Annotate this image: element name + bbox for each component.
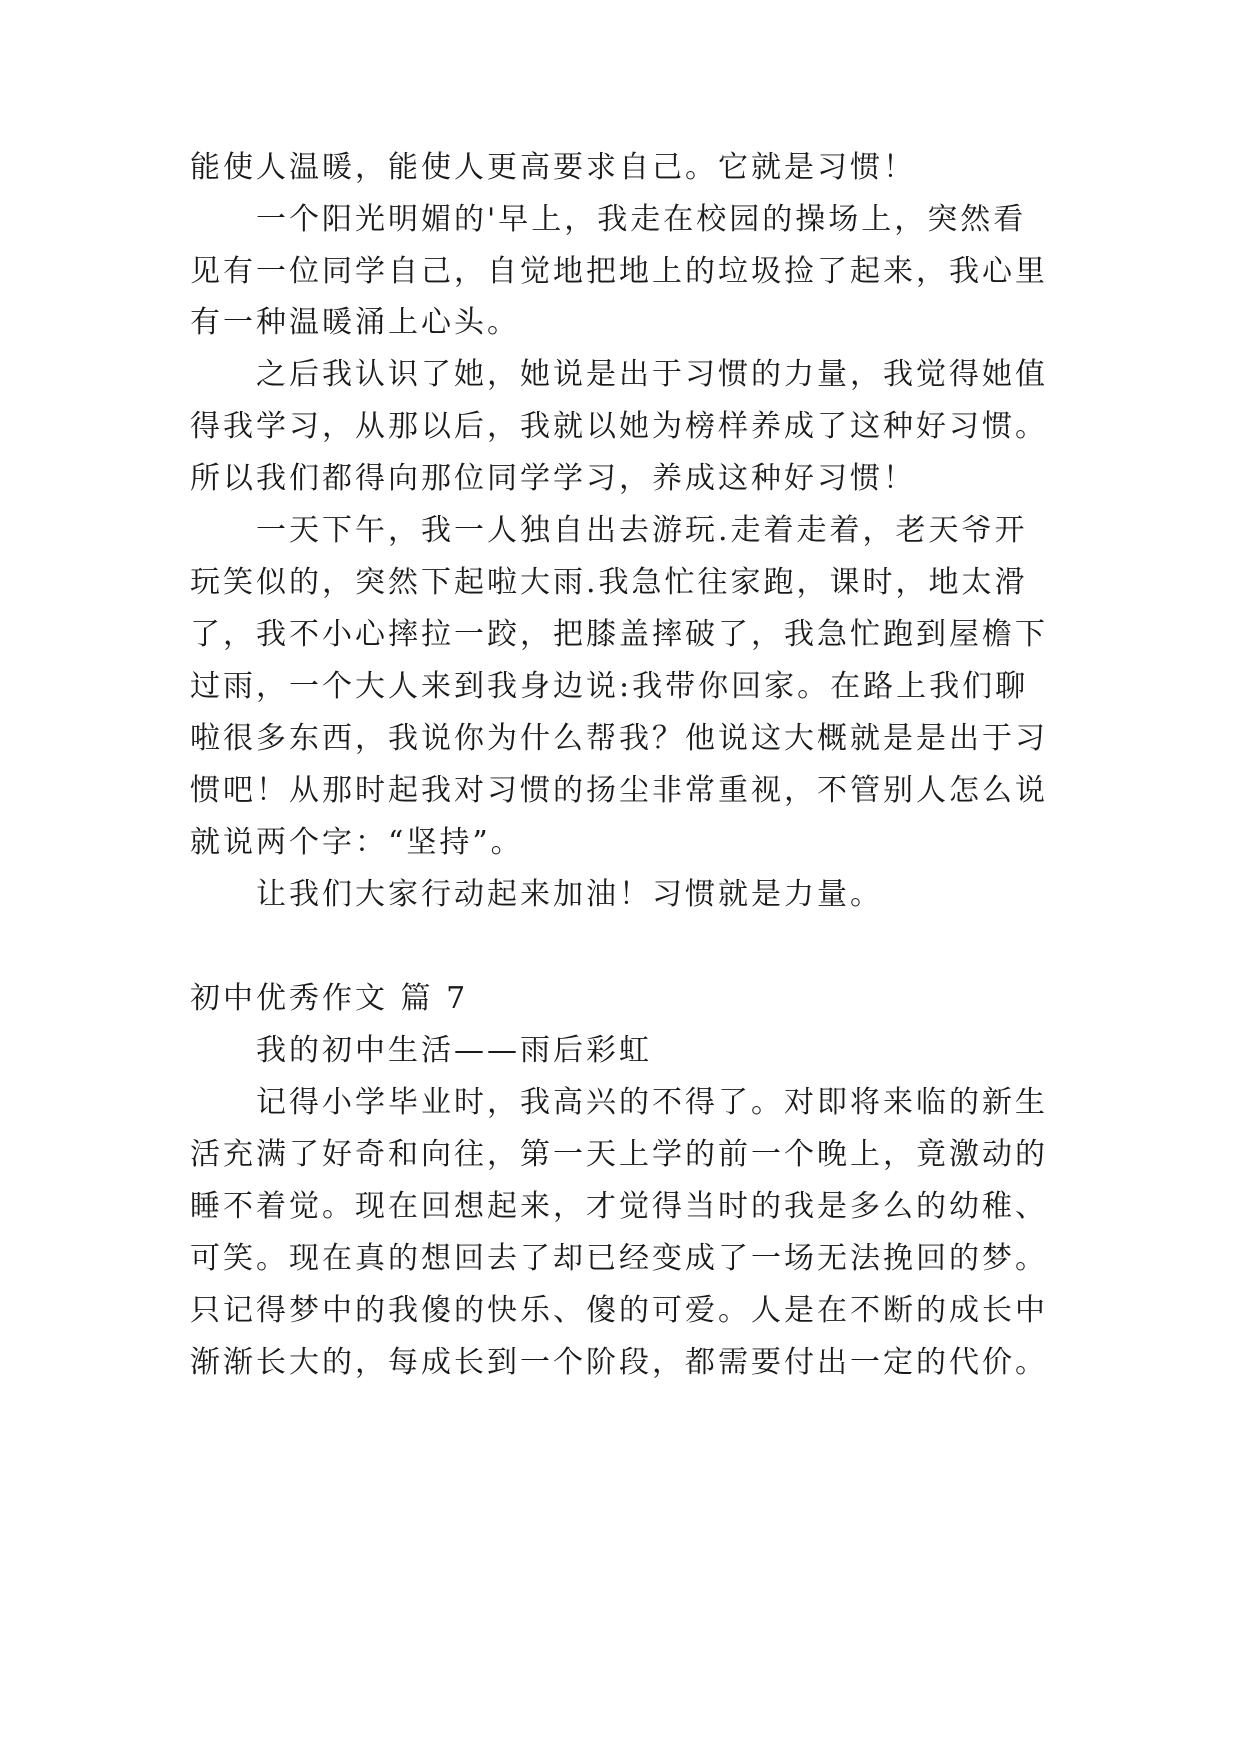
paragraph-start-line: 让我们大家行动起来加油！习惯就是力量。 bbox=[256, 877, 883, 912]
text-line: 惯吧！从那时起我对习惯的扬尘非常重视，不管别人怎么说 bbox=[190, 773, 1048, 808]
text-line: 渐渐长大的，每成长到一个阶段，都需要付出一定的代价。 bbox=[190, 1345, 1048, 1380]
text-line: 只记得梦中的我傻的快乐、傻的可爱。人是在不断的成长中 bbox=[190, 1293, 1048, 1328]
text-line: 了，我不小心摔拉一跤，把膝盖摔破了，我急忙跑到屋檐下 bbox=[190, 617, 1048, 652]
paragraph-start-line: 记得小学毕业时，我高兴的不得了。对即将来临的新生 bbox=[256, 1085, 1048, 1120]
text-line: 有一种温暖涌上心头。 bbox=[190, 305, 520, 340]
text-line: 睡不着觉。现在回想起来，才觉得当时的我是多么的幼稚、 bbox=[190, 1189, 1048, 1224]
text-line: 活充满了好奇和向往，第一天上学的前一个晚上，竟激动的 bbox=[190, 1137, 1048, 1172]
paragraph-start-line: 之后我认识了她，她说是出于习惯的力量，我觉得她值 bbox=[256, 357, 1048, 392]
text-line: 就说两个字：“坚持”。 bbox=[190, 825, 524, 860]
text-line: 玩笑似的，突然下起啦大雨.我急忙往家跑，课时，地太滑 bbox=[190, 565, 1028, 600]
text-line: 能使人温暖，能使人更高要求自己。它就是习惯！ bbox=[190, 150, 916, 185]
essay-title: 我的初中生活——雨后彩虹 bbox=[256, 1033, 652, 1068]
text-line: 过雨，一个大人来到我身边说:我带你回家。在路上我们聊 bbox=[190, 669, 1029, 704]
text-line: 所以我们都得向那位同学学习，养成这种好习惯！ bbox=[190, 461, 916, 496]
text-line: 啦很多东西，我说你为什么帮我？他说这大概就是是出于习 bbox=[190, 721, 1048, 756]
paragraph-start-line: 一个阳光明媚的'早上，我走在校园的操场上，突然看 bbox=[256, 202, 1027, 237]
paragraph-start-line: 一天下午，我一人独自出去游玩.走着走着，老天爷开 bbox=[256, 513, 1028, 548]
text-line: 可笑。现在真的想回去了却已经变成了一场无法挽回的梦。 bbox=[190, 1241, 1048, 1276]
text-line: 见有一位同学自己，自觉地把地上的垃圾捡了起来，我心里 bbox=[190, 254, 1048, 289]
text-line: 得我学习，从那以后，我就以她为榜样养成了这种好习惯。 bbox=[190, 409, 1048, 444]
section-heading: 初中优秀作文 篇 7 bbox=[190, 981, 469, 1016]
